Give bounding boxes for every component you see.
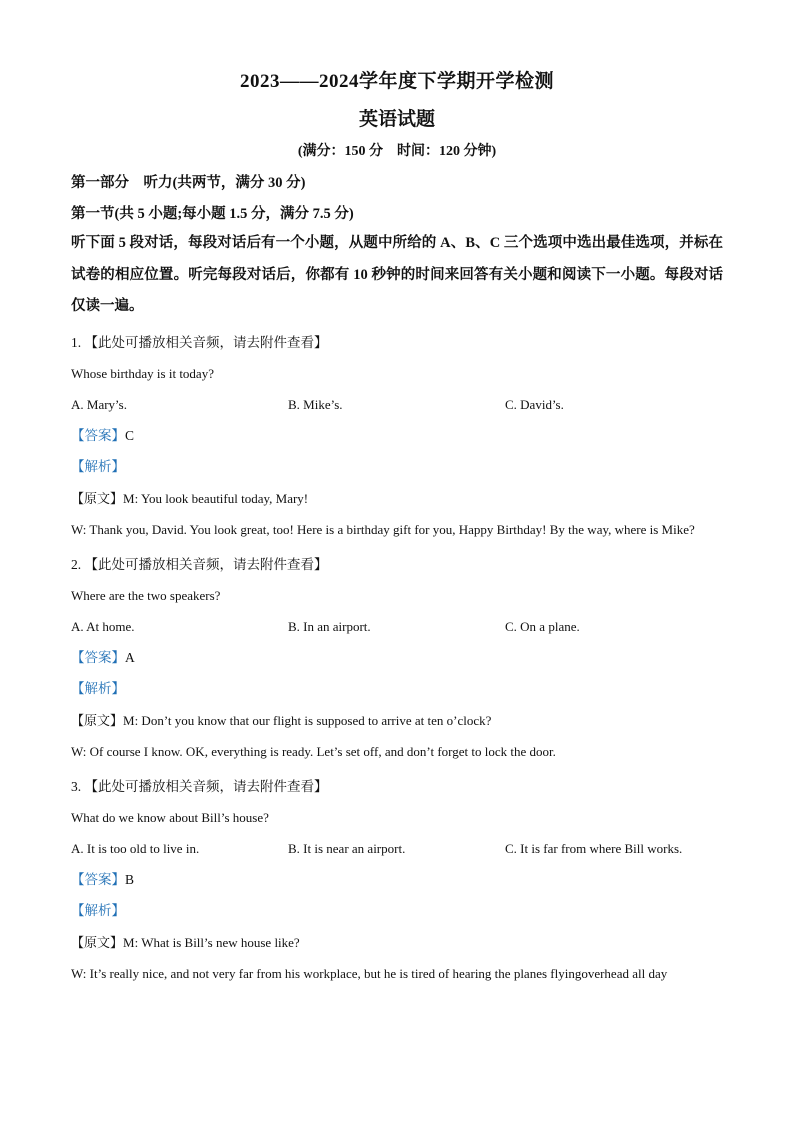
question-head[interactable]: 1. 【此处可播放相关音频，请去附件查看】 — [71, 334, 328, 350]
analysis-label: 【解析】 — [71, 902, 125, 918]
original-label: 【原文】 — [71, 934, 124, 950]
answer-line — [71, 648, 723, 668]
answer-line — [71, 426, 723, 446]
original-label: 【原文】 — [71, 490, 124, 506]
transcript — [71, 483, 723, 545]
transcript — [71, 705, 723, 767]
options-row — [71, 617, 723, 637]
option-c: C. It is far from where Bill works. — [505, 840, 683, 856]
original-label: 【原文】 — [71, 712, 124, 728]
options-row — [71, 839, 723, 859]
instructions: 听下面 5 段对话，每段对话后有一个小题，从题中所给的 A、B、C 三个选项中选出最佳选项，并标在试卷的相应位置。听完每段对话后，你都有 10 秒钟的时间来回答有关小题和阅读下一小题。每段对话仅读一遍。 — [71, 235, 723, 314]
option-a: A. It is too old to live in. — [71, 840, 200, 856]
answer-label: 【答案】 — [71, 871, 125, 887]
answer-value: B — [125, 871, 135, 887]
exam-title: 2023——2024学年度下学期开学检测 — [239, 71, 554, 92]
option-b: B. In an airport. — [288, 618, 371, 634]
question-3 — [71, 777, 723, 989]
section-heading: 第一节(共 5 小题;每小题 1.5 分，满分 7.5 分) — [71, 206, 354, 222]
option-a: A. Mary’s. — [71, 396, 127, 412]
question-text: What do we know about Bill’s house? — [71, 809, 269, 825]
transcript — [71, 927, 723, 989]
analysis-label: 【解析】 — [71, 458, 125, 474]
analysis-label: 【解析】 — [71, 680, 125, 696]
question-head[interactable]: 2. 【此处可播放相关音频，请去附件查看】 — [71, 556, 328, 572]
answer-label: 【答案】 — [71, 427, 125, 443]
answer-line — [71, 870, 723, 890]
transcript-line: 【原文】M: You look beautiful today, Mary! — [71, 490, 309, 506]
question-2 — [71, 555, 723, 767]
option-b: B. Mike’s. — [288, 396, 343, 412]
answer-label: 【答案】 — [71, 649, 125, 665]
part-heading: 第一部分 听力(共两节，满分 30 分) — [71, 175, 306, 191]
options-row — [71, 395, 723, 415]
option-a: A. At home. — [71, 618, 135, 634]
exam-meta: (满分：150 分 时间：120 分钟) — [297, 144, 497, 159]
transcript-line: W: Thank you, David. You look great, too! Here is a birthday gift for you, Happy Birthday! By the way, where is Mike? — [71, 521, 695, 537]
transcript-line: 【原文】M: Don’t you know that our flight is supposed to arrive at ten o’clock? — [71, 712, 492, 728]
document-page — [71, 62, 723, 989]
question-head[interactable]: 3. 【此处可播放相关音频，请去附件查看】 — [71, 778, 328, 794]
option-b: B. It is near an airport. — [288, 840, 406, 856]
question-text: Whose birthday is it today? — [71, 365, 214, 381]
question-1 — [71, 333, 723, 545]
answer-value: C — [125, 427, 135, 443]
option-c: C. On a plane. — [505, 618, 580, 634]
question-text: Where are the two speakers? — [71, 587, 221, 603]
transcript-line: 【原文】M: What is Bill’s new house like? — [71, 934, 300, 950]
answer-value: A — [125, 649, 135, 665]
option-c: C. David’s. — [505, 396, 564, 412]
exam-subject: 英语试题 — [358, 109, 435, 130]
transcript-line: W: Of course I know. OK, everything is ready. Let’s set off, and don’t forget to lock the door. — [71, 743, 556, 759]
transcript-line: W: It’s really nice, and not very far from his workplace, but he is tired of hearing the planes flyingoverhead all day — [71, 965, 668, 981]
